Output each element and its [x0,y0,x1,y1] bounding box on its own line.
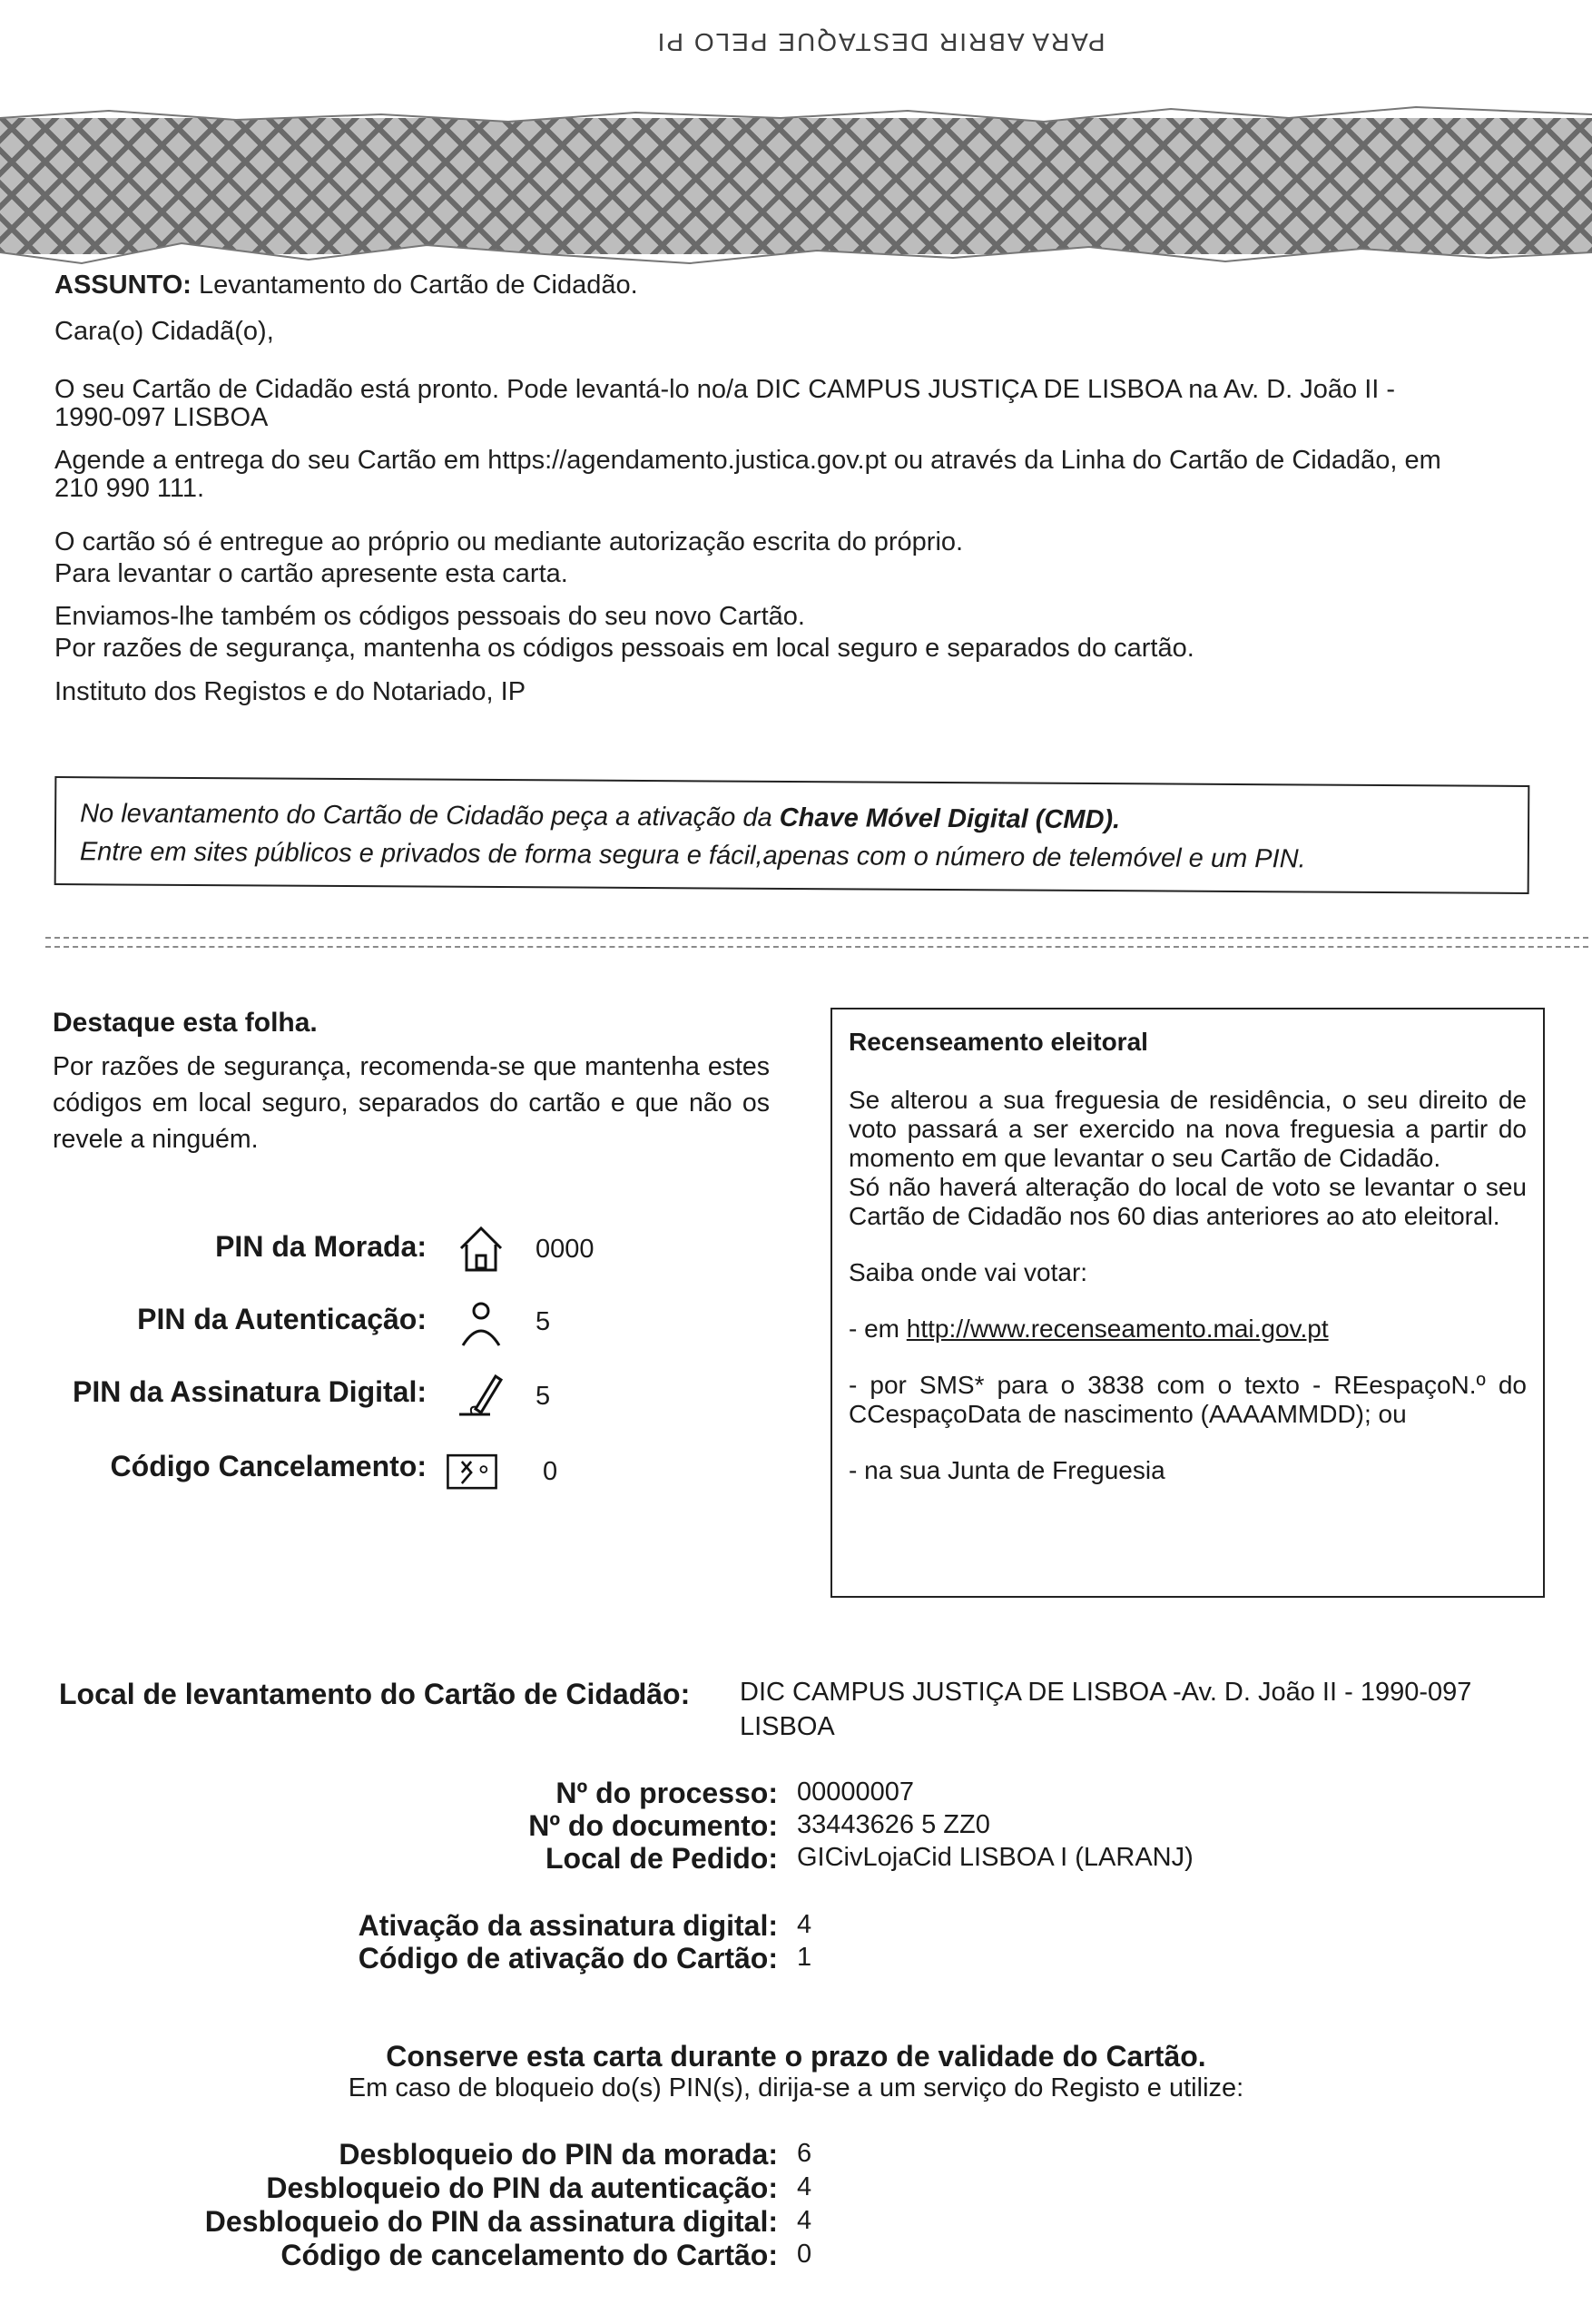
paragraph-codes [54,601,1543,665]
detail-value: 00000007 [797,1777,915,1807]
paragraph-appointment [54,445,1543,505]
pickup-label: Local de levantamento do Cartão de Cidadão: [59,1678,691,1710]
unblock-label: Código de cancelamento do Cartão: [280,2239,778,2271]
unblock-label: Desbloqueio do PIN da autenticação: [266,2171,778,2204]
pin-value: 0 [543,1457,558,1486]
conserve-title: Conserve esta carta durante o prazo de validade do Cartão. [386,2040,1206,2073]
detail-label: Nº do documento: [528,1809,778,1842]
unblock-value: 6 [797,2139,812,2168]
cmd-notice-bold: Chave Móvel Digital (CMD). [779,803,1121,835]
cmd-notice-line-2: Entre em sites públicos e privados de forma segura e fácil,apenas com o número de telemóvel e um PIN. [79,837,1306,874]
pen-signature-icon [454,1369,508,1423]
census-paragraph-4 [849,1315,1527,1344]
census-box [830,1008,1545,1598]
pin-label: Código Cancelamento: [110,1450,427,1482]
pickup-value-line-1: DIC CAMPUS JUSTIÇA DE LISBOA -Av. D. João II - 1990-097 [740,1678,1472,1707]
paragraph-codes-line-2: Por razões de segurança, mantenha os códigos pessoais em local seguro e separados do cartão. [54,634,1194,663]
unblock-label: Desbloqueio do PIN da assinatura digital: [204,2205,778,2238]
unblock-value: 4 [797,2206,812,2235]
detach-title: Destaque esta folha. [53,1008,318,1038]
perforation-line [45,946,1588,948]
census-link-prefix: - em [849,1315,907,1343]
detail-label: Local de Pedido: [545,1842,778,1875]
card-cancel-icon [445,1445,499,1500]
pin-label: PIN da Assinatura Digital: [73,1375,427,1408]
person-icon [454,1296,508,1351]
paragraph-appointment-line-1: Agende a entrega do seu Cartão em https://agendamento.justica.gov.pt ou através da Linha do Cartão de Cidadão, em [54,446,1441,475]
paragraph-ready-line-2: 1990-097 LISBOA [54,403,269,432]
pin-value: 0000 [536,1235,595,1264]
pin-value: 5 [536,1382,551,1411]
subject-text: Levantamento do Cartão de Cidadão. [198,271,638,300]
census-link[interactable]: http://www.recenseamento.mai.gov.pt [906,1315,1329,1343]
activation-label: Código de ativação do Cartão: [358,1942,778,1974]
activation-label: Ativação da assinatura digital: [358,1909,778,1942]
activation-value: 4 [797,1910,812,1939]
detail-label: Nº do processo: [555,1777,778,1809]
cmd-notice-box [54,776,1530,894]
paragraph-delivery-line-1: O cartão só é entregue ao próprio ou mediante autorização escrita do próprio. [54,527,964,556]
unblock-value: 4 [797,2172,812,2201]
torn-edge-top [0,91,1592,145]
pin-row-autenticacao [0,1294,427,1348]
pickup-value-line-2: LISBOA [740,1712,835,1741]
pin-row-cancelamento [0,1441,427,1495]
envelope-top [0,0,1592,281]
census-paragraph-2: Só não haverá alteração do local de voto se levantar o seu Cartão de Cidadão nos 60 dias anteriores ao ato eleitoral. [849,1173,1527,1230]
house-icon [454,1221,508,1275]
cmd-notice-prefix: No levantamento do Cartão de Cidadão peça a ativação da [80,799,780,832]
unblock-label: Desbloqueio do PIN da morada: [339,2138,778,2171]
pin-row-morada [0,1221,427,1275]
pin-value: 5 [536,1307,551,1336]
greeting: Cara(o) Cidadã(o), [54,317,274,346]
detach-text: Por razões de segurança, recomenda-se que mantenha estes códigos em local seguro, separados do cartão e que não os revele a ninguém. [53,1052,770,1154]
perforation-line [45,937,1588,939]
census-title: Recenseamento eleitoral [849,1028,1148,1056]
paragraph-ready [54,374,1543,434]
census-paragraph-6: - na sua Junta de Freguesia [849,1456,1165,1484]
signature: Instituto dos Registos e do Notariado, IP [54,677,526,706]
paragraph-delivery-line-2: Para levantar o cartão apresente esta carta. [54,559,568,588]
subject-label: ASSUNTO: [54,271,192,300]
detail-value: GICivLojaCid LISBOA I (LARANJ) [797,1843,1194,1872]
conserve-subtitle: Em caso de bloqueio do(s) PIN(s), dirija-se a um serviço do Registo e utilize: [348,2073,1244,2102]
paragraph-appointment-line-2: 210 990 111. [54,474,205,503]
envelope-flap-text: PARA ABRIR DESTAQUE PELO PI [655,28,1106,56]
activation-value: 1 [797,1943,812,1972]
census-paragraph-1: Se alterou a sua freguesia de residência, o seu direito de voto passará a ser exercido na nova freguesia a partir do momento em que levantar o seu Cartão de Cidadão. [849,1086,1527,1172]
pin-label: PIN da Morada: [215,1230,427,1263]
unblock-value: 0 [797,2240,812,2269]
paragraph-delivery [54,527,1543,590]
detail-value: 33443626 5 ZZ0 [797,1810,990,1839]
pin-label: PIN da Autenticação: [137,1303,427,1335]
paragraph-ready-line-1: O seu Cartão de Cidadão está pronto. Pode levantá-lo no/a DIC CAMPUS JUSTIÇA DE LISBOA na Av. D. João II - [54,375,1396,404]
census-paragraph-3: Saiba onde vai votar: [849,1258,1088,1286]
pin-row-assinatura [0,1366,427,1421]
paragraph-codes-line-1: Enviamos-lhe também os códigos pessoais do seu novo Cartão. [54,602,805,631]
subject-line [54,270,1543,301]
census-paragraph-5: - por SMS* para o 3838 com o texto - REespaçoN.º do CCespaçoData de nascimento (AAAAMMDD); ou [849,1371,1527,1428]
